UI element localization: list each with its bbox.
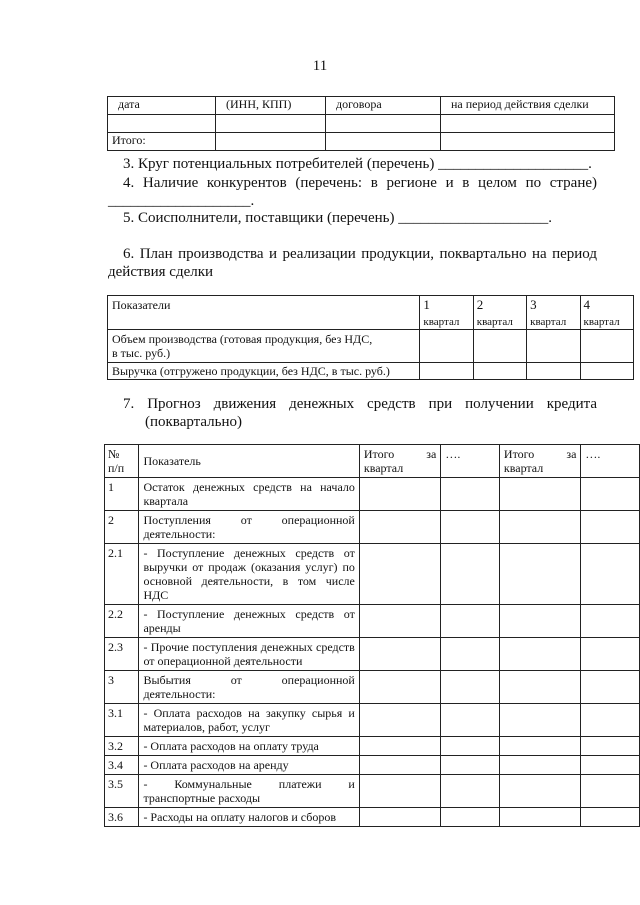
quarter-number: 2 <box>476 297 484 312</box>
page-number: 11 <box>312 58 328 74</box>
table-cell <box>359 605 441 638</box>
table-header-row <box>105 445 640 478</box>
table-cell <box>499 704 581 737</box>
header-cell-total-1 <box>359 445 441 478</box>
table-cell <box>581 808 640 827</box>
table-cell <box>441 115 615 133</box>
header-line: п/п <box>108 461 125 475</box>
table-cell <box>499 671 581 704</box>
table-cell <box>441 737 500 756</box>
table-row <box>105 605 640 638</box>
row-label <box>108 330 420 363</box>
row-indicator: - Коммунальные платежи и транспортные расходы <box>139 775 359 808</box>
contracts-table <box>107 96 615 151</box>
table-cell <box>326 115 441 133</box>
table-cell <box>441 671 500 704</box>
table-cell <box>499 737 581 756</box>
item-4-text: 4. Наличие конкурентов (перечень: в регионе и в целом по стране) <box>123 175 597 191</box>
row-label-line: Объем производства (готовая продукция, без НДС, <box>112 332 373 346</box>
table-cell <box>499 808 581 827</box>
table-cell <box>580 363 633 380</box>
table-row <box>105 638 640 671</box>
table-row <box>105 775 640 808</box>
row-indicator: Поступления от операционной деятельности: <box>139 511 359 544</box>
header-cell-quarter-3 <box>527 296 580 330</box>
table-row <box>108 363 634 380</box>
table-row <box>105 737 640 756</box>
table-cell <box>441 605 500 638</box>
header-cell-number <box>105 445 139 478</box>
table-row <box>105 478 640 511</box>
header-cell-quarter-2 <box>473 296 526 330</box>
row-number: 1 <box>105 478 139 511</box>
table-cell <box>499 478 581 511</box>
row-label: Выручка (отгружено продукции, без НДС, в тыс. руб.) <box>108 363 420 380</box>
row-indicator: - Поступление денежных средств от аренды <box>139 605 359 638</box>
row-indicator: - Поступление денежных средств от выручки от продаж (оказания услуг) по основной деятельности, в том числе НДС <box>139 544 359 605</box>
table-cell <box>473 363 526 380</box>
item-7-text: 7. Прогноз движения денежных средств при получении кредита <box>123 396 597 412</box>
header-cell-total-2 <box>499 445 581 478</box>
row-indicator: - Расходы на оплату налогов и сборов <box>139 808 359 827</box>
header-cell-quarter-4 <box>580 296 633 330</box>
table-header-row <box>108 296 634 330</box>
table-cell <box>527 363 580 380</box>
header-cell-period: на период действия сделки <box>441 97 615 115</box>
row-indicator: - Оплата расходов на аренду <box>139 756 359 775</box>
table-cell <box>581 671 640 704</box>
table-cell <box>108 115 216 133</box>
header-cell-indicator: Показатель <box>139 445 359 478</box>
row-number: 2.2 <box>105 605 139 638</box>
item-7-text-cont: (поквартально) <box>145 414 243 430</box>
row-number: 2 <box>105 511 139 544</box>
table-cell <box>581 605 640 638</box>
table-cell <box>581 478 640 511</box>
header-line: № <box>108 447 120 461</box>
table-row <box>105 544 640 605</box>
table-cell <box>359 478 441 511</box>
table-cell <box>499 638 581 671</box>
table-cell <box>499 756 581 775</box>
table-cell <box>359 737 441 756</box>
row-number: 3.4 <box>105 756 139 775</box>
table-cell <box>581 704 640 737</box>
row-indicator: - Оплата расходов на оплату труда <box>139 737 359 756</box>
table-cell <box>359 756 441 775</box>
table-cell <box>359 638 441 671</box>
table-cell <box>499 511 581 544</box>
table-cell <box>359 544 441 605</box>
table-cell <box>473 330 526 363</box>
row-indicator: Остаток денежных средств на начало квартала <box>139 478 359 511</box>
row-number: 3.2 <box>105 737 139 756</box>
table-header-row <box>108 97 615 115</box>
header-cell-ellipsis-2: …. <box>581 445 640 478</box>
table-cell <box>441 638 500 671</box>
table-row <box>105 756 640 775</box>
item-5-text: 5. Соисполнители, поставщики (перечень) ____________________. <box>123 210 552 226</box>
table-row <box>108 115 615 133</box>
row-number: 3.5 <box>105 775 139 808</box>
header-cell-inn-kpp: (ИНН, КПП) <box>216 97 326 115</box>
production-plan-table <box>107 295 634 380</box>
row-indicator: Выбытия от операционной деятельности: <box>139 671 359 704</box>
table-cell <box>359 704 441 737</box>
quarter-label: квартал <box>583 316 620 328</box>
table-cell <box>420 363 473 380</box>
row-number: 3.1 <box>105 704 139 737</box>
table-cell <box>581 544 640 605</box>
row-indicator: - Прочие поступления денежных средств от операционной деятельности <box>139 638 359 671</box>
table-cell <box>216 133 326 151</box>
header-line: Итого за <box>503 447 577 461</box>
row-indicator: - Оплата расходов на закупку сырья и материалов, работ, услуг <box>139 704 359 737</box>
table-cell <box>581 638 640 671</box>
header-cell-ellipsis-1: …. <box>441 445 500 478</box>
table-cell <box>581 737 640 756</box>
table-cell <box>499 605 581 638</box>
row-number: 3 <box>105 671 139 704</box>
table-cell <box>581 756 640 775</box>
table-row <box>105 671 640 704</box>
item-4-blank: ___________________. <box>108 193 255 209</box>
quarter-number: 3 <box>530 297 537 312</box>
table-row <box>108 330 634 363</box>
quarter-number: 1 <box>423 297 430 312</box>
header-cell-contract: договора <box>326 97 441 115</box>
header-line: Итого за <box>363 447 437 461</box>
table-cell <box>359 511 441 544</box>
table-cell <box>581 511 640 544</box>
table-cell <box>499 544 581 605</box>
header-line: квартал <box>363 461 404 475</box>
table-row <box>105 704 640 737</box>
cash-flow-forecast-table <box>104 444 640 827</box>
header-cell-quarter-1 <box>420 296 473 330</box>
table-cell <box>441 544 500 605</box>
quarter-label: квартал <box>476 316 513 328</box>
row-label-line: в тыс. руб.) <box>112 346 171 360</box>
total-row <box>108 133 615 151</box>
table-cell <box>420 330 473 363</box>
table-cell <box>581 775 640 808</box>
quarter-label: квартал <box>423 316 460 328</box>
table-cell <box>441 704 500 737</box>
table-cell <box>527 330 580 363</box>
table-row <box>105 808 640 827</box>
row-number: 2.3 <box>105 638 139 671</box>
table-cell <box>499 775 581 808</box>
table-cell <box>441 756 500 775</box>
row-number: 3.6 <box>105 808 139 827</box>
table-cell <box>441 133 615 151</box>
item-6-text: 6. План производства и реализации продукции, поквартально на период <box>123 246 597 262</box>
table-cell <box>216 115 326 133</box>
table-cell <box>580 330 633 363</box>
item-3-text: 3. Круг потенциальных потребителей (перечень) ____________________. <box>123 156 592 172</box>
table-cell <box>441 775 500 808</box>
table-cell <box>441 511 500 544</box>
quarter-number: 4 <box>583 297 591 312</box>
table-cell <box>359 808 441 827</box>
table-cell <box>441 808 500 827</box>
table-row <box>105 511 640 544</box>
table-cell <box>359 775 441 808</box>
table-cell <box>326 133 441 151</box>
table-cell <box>359 671 441 704</box>
item-6-text-cont: действия сделки <box>108 264 214 280</box>
total-label: Итого: <box>108 133 216 151</box>
header-cell-date: дата <box>108 97 216 115</box>
quarter-label: квартал <box>530 316 567 328</box>
header-cell-indicators: Показатели <box>108 296 420 330</box>
header-line: квартал <box>503 461 544 475</box>
row-number: 2.1 <box>105 544 139 605</box>
table-cell <box>441 478 500 511</box>
